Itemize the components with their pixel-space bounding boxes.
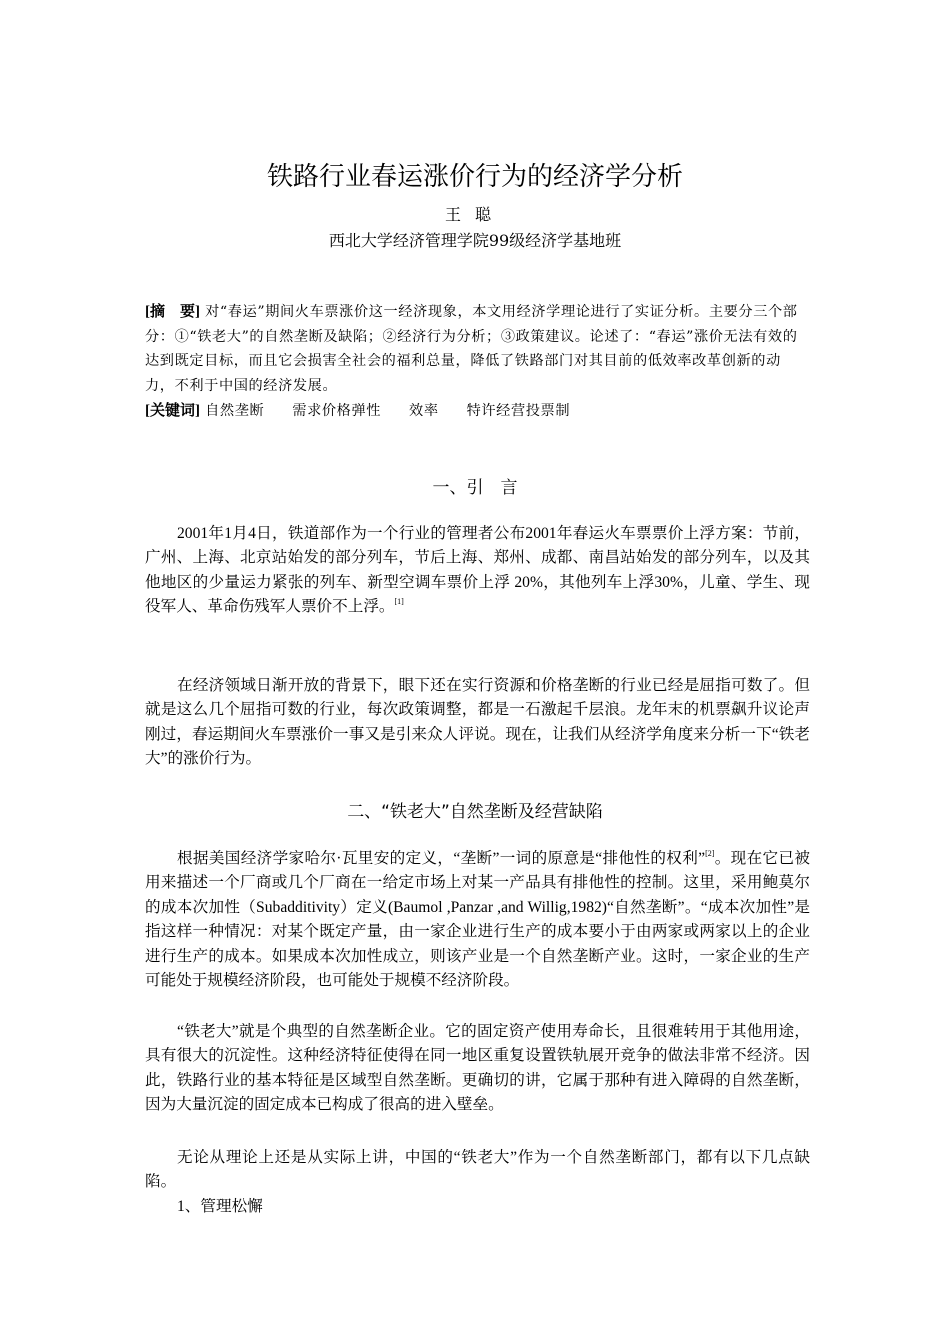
keywords-tag: [关键词]	[145, 403, 201, 419]
keywords	[145, 399, 810, 423]
section-heading-introduction: 一、引 言	[432, 478, 518, 498]
citation-ref: [2]	[705, 849, 715, 858]
abstract-tag: [摘 要]	[145, 304, 201, 320]
abstract	[145, 300, 810, 398]
citation-ref: [1]	[394, 597, 404, 607]
monopoly-paragraph-3: 无论从理论上还是从实际上讲，中国的“铁老大”作为一个自然垄断部门，都有以下几点缺陷。	[145, 1149, 810, 1191]
author-affiliation: 西北大学经济管理学院99级经济学基地班	[328, 231, 622, 250]
intro-paragraph-1: 2001年1月4日，铁道部作为一个行业的管理者公布2001年春运火车票票价上浮方案：节前，广州、上海、北京站始发的部分列车，节后上海、郑州、成都、南昌站始发的部分列车，以及其他地区的少量运力紧张的列车、新型空调车票价上浮 20%，其他列车上浮30%，儿童、学生、现役军人、革命伤残军人票价不上浮。[1]	[145, 525, 810, 616]
keyword: 自然垄断	[205, 403, 265, 419]
section-heading-monopoly: 二、“铁老大”自然垄断及经营缺陷	[347, 802, 603, 822]
keyword: 需求价格弹性	[292, 403, 382, 419]
keyword: 特许经营投票制	[466, 403, 571, 419]
author-name: 王聪	[444, 205, 505, 224]
monopoly-paragraph-1: 根据美国经济学家哈尔·瓦里安的定义，“垄断”一词的原意是“排他性的权利”[2]。现在它已被用来描述一个厂商或几个厂商在一给定市场上对某一产品具有排他性的控制。这里，采用鲍莫尔的成本次加性（Subadditivity）定义(Baumol ,Panzar ,and Willig,1982)“自然垄断”。“成本次加性”是指这样一种情况：对某个既定产量，由一家企业进行生产的成本要小于由两家或两家以上的企业进行生产的成本。如果成本次加性成立，则该产业是一个自然垄断产业。这时，一家企业的生产可能处于规模经济阶段，也可能处于规模不经济阶段。	[145, 849, 810, 990]
paper-title: 铁路行业春运涨价行为的经济学分析	[266, 162, 683, 192]
list-item-1: 1、管理松懈	[177, 1198, 263, 1215]
keyword: 效率	[409, 403, 439, 419]
abstract-text: 对“春运”期间火车票涨价这一经济现象，本文用经济学理论进行了实证分析。主要分三个部分：①“铁老大”的自然垄断及缺陷；②经济行为分析；③政策建议。论述了：“春运”涨价无法有效的达到既定目标，而且它会损害全社会的福利总量，降低了铁路部门对其目前的低效率改革创新的动力，不利于中国的经济发展。	[145, 304, 798, 394]
intro-paragraph-2: 在经济领域日渐开放的背景下，眼下还在实行资源和价格垄断的行业已经是屈指可数了。但就是这么几个屈指可数的行业，每次政策调整，都是一石激起千层浪。龙年末的机票飙升议论声刚过，春运期间火车票涨价一事又是引来众人评说。现在，让我们从经济学角度来分析一下“铁老大”的涨价行为。	[145, 677, 810, 768]
monopoly-paragraph-2: “铁老大”就是个典型的自然垄断企业。它的固定资产使用寿命长，且很难转用于其他用途，具有很大的沉淀性。这种经济特征使得在同一地区重复设置铁轨展开竞争的做法非常不经济。因此，铁路行业的基本特征是区域型自然垄断。更确切的讲，它属于那种有进入障碍的自然垄断，因为大量沉淀的固定成本已构成了很高的进入壁垒。	[145, 1023, 810, 1114]
